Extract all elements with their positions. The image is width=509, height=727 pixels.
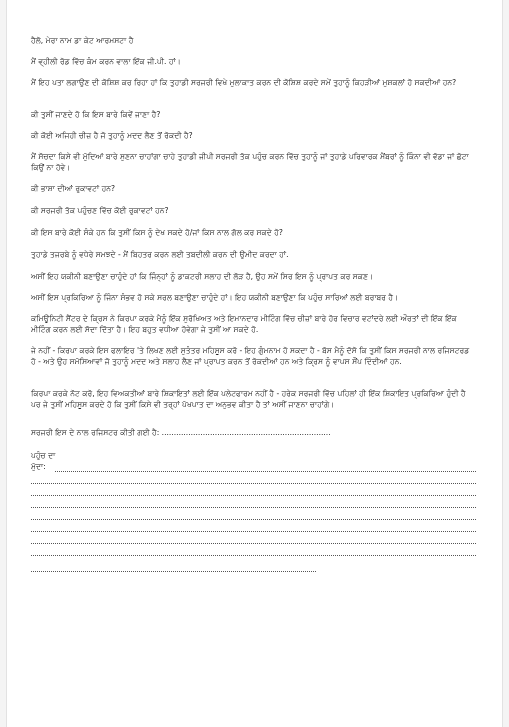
answer-line[interactable]	[31, 555, 476, 556]
answer-line[interactable]	[31, 507, 476, 508]
paragraph-community-meeting: ਕਮਿਊਨਿਟੀ ਸੈਂਟਰ ਦੇ ਕ੍ਰਿਸ ਨੇ ਕਿਰਪਾ ਕਰਕੇ ਮੈਨੂੰ ਇੱਕ ਸੁਰੱਖਿਅਤ ਅਤੇ ਇਮਾਨਦਾਰ ਮੀਟਿੰਗ ਵਿੱਚ ਚੀਜ਼ਾਂ ਬਾਰੇ ਹੋਰ ਵਿਚਾਰ ਵਟਾਂਦਰੇ ਲਈ ਔਰਤਾਂ ਦੀ ਇੱਕ ਇੱਕ ਮੀਟਿੰਗ ਕਰਨ ਲਈ ਸੱਦਾ ਦਿੱਤਾ ਹੈ। ਇਹ ਬਹੁਤ ਵਧੀਆ ਹੋਵੇਗਾ ਜੇ ਤੁਸੀਂ ਆ ਸਕਦੇ ਹੋ.	[31, 314, 457, 334]
paragraph-hear-issues: ਮੈਂ ਸੋਚਦਾ ਕਿਸੇ ਵੀ ਮੁੱਦਿਆਂ ਬਾਰੇ ਸੁਣਨਾ ਚਾਹਾਂਗਾ ਚਾਹੇ ਤੁਹਾਡੀ ਜੀਪੀ ਸਰਜਰੀ ਤੱਕ ਪਹੁੰਚ ਕਰਨ ਵਿੱਚ ਤੁਹਾਨੂੰ ਜਾਂ ਤੁਹਾਡੇ ਪਰਿਵਾਰਕ ਮੈਂਬਰਾਂ ਨੂੰ ਕਿੰਨਾ ਵੀ ਵੱਡਾ ਜਾਂ ਛੋਟਾ ਕਿਉਂ ਨਾ ਹੋਵੇ।	[31, 152, 469, 172]
paragraph-who-to-see: ਕੀ ਇਸ ਬਾਰੇ ਕੋਈ ਸੰਕੇ ਹਨ ਕਿ ਤੁਸੀਂ ਕਿਸ ਨੂੰ ਦੇਖ ਸਕਦੇ ਹੋ/ਜਾਂ ਕਿਸ ਨਾਲ ਗੱਲ ਕਰ ਸਕਦੇ ਹੋ?	[31, 228, 283, 237]
answer-line[interactable]	[55, 471, 476, 472]
paragraph-language: ਕੀ ਭਾਸ਼ਾ ਦੀਆਂ ਰੁਕਾਵਟਾਂ ਹਨ?	[31, 184, 116, 193]
answer-line[interactable]	[31, 571, 316, 572]
paragraph-question-barrier: ਕੀ ਕੋਈ ਅਜਿਹੀ ਚੀਜ਼ ਹੈ ਜੋ ਤੁਹਾਨੂੰ ਮਦਦ ਲੈਣ ਤੋਂ ਰੋਕਦੀ ਹੈ?	[31, 131, 193, 140]
paragraph-access-barriers: ਕੀ ਸਰਜਰੀ ਤੱਕ ਪਹੁੰਚਣ ਵਿੱਚ ਕੋਈ ਰੁਕਾਵਟਾਂ ਹਨ?	[31, 206, 169, 215]
answer-line[interactable]	[31, 531, 476, 532]
paragraph-flyer-feedback: ਜੇ ਨਹੀਂ - ਕਿਰਪਾ ਕਰਕੇ ਇਸ ਫਲਾਇਰ 'ਤੇ ਲਿਖਣ ਲਈ ਸੁਤੰਤਰ ਮਹਿਸੂਸ ਕਰੋ - ਇਹ ਗੁੰਮਨਾਮ ਹੋ ਸਕਦਾ ਹੈ - ਬੱਸ ਮੈਨੂੰ ਦੱਸੋ ਕਿ ਤੁਸੀਂ ਕਿਸ ਸਰਜਰੀ ਨਾਲ ਰਜਿਸਟਰਡ ਹੋ - ਅਤੇ ਉਹ ਸਮੱਸਿਆਵਾਂ ਜੋ ਤੁਹਾਨੂੰ ਮਦਦ ਅਤੇ ਸਲਾਹ ਲੈਣ ਜਾਂ ਪ੍ਰਾਪਤ ਕਰਨ ਤੋਂ ਰੋਕਦੀਆਂ ਹਨ ਅਤੇ ਕ੍ਰਿਸ ਨੂੰ ਵਾਪਸ ਸੌਂਪ ਦਿੰਦੀਆਂ ਹਨ.	[31, 346, 470, 366]
paragraph-intro: ਮੈਂ ਵ੍ਹੀਲੀ ਰੋਡ ਵਿੱਚ ਕੰਮ ਕਰਨ ਵਾਲਾ ਇੱਕ ਜੀ.ਪੀ. ਹਾਂ।	[31, 57, 181, 66]
document-page	[6, 0, 503, 727]
surgery-registration-line: ਸਰਜਰੀ ਇਸ ਦੇ ਨਾਲ ਰਜਿਸਟਰ ਕੀਤੀ ਗਈ ਹੈ: ......................................................................	[31, 428, 331, 437]
paragraph-question-know: ਕੀ ਤੁਸੀਂ ਜਾਣਦੇ ਹੋ ਕਿ ਇਸ ਬਾਰੇ ਕਿਵੇਂ ਜਾਣਾ ਹੈ?	[31, 110, 161, 119]
access-label: ਪਹੁੰਚ ਦਾ	[31, 451, 56, 460]
paragraph-note-complaints: ਕਿਰਪਾ ਕਰਕੇ ਨੋਟ ਕਰੋ, ਇਹ ਵਿਅਕਤੀਆਂ ਬਾਰੇ ਸ਼ਿਕਾਇਤਾਂ ਲਈ ਇੱਕ ਪਲੇਟਫਾਰਮ ਨਹੀਂ ਹੈ - ਹਰੇਕ ਸਰਜਰੀ ਵਿੱਚ ਪਹਿਲਾਂ ਹੀ ਇੱਕ ਸ਼ਿਕਾਇਤ ਪ੍ਰਕਿਰਿਆ ਹੁੰਦੀ ਹੈ ਪਰ ਜੇ ਤੁਸੀਂ ਮਹਿਸੂਸ ਕਰਦੇ ਹੋ ਕਿ ਤੁਸੀਂ ਕਿਸੇ ਵੀ ਤਰ੍ਹਾਂ ਪੱਖਪਾਤ ਦਾ ਅਨੁਭਵ ਕੀਤਾ ਹੈ ਤਾਂ ਅਸੀਂ ਜਾਣਨਾ ਚਾਹਾਂਗੇ।	[31, 389, 466, 409]
answer-line[interactable]	[31, 495, 476, 496]
answer-line[interactable]	[31, 543, 476, 544]
paragraph-greeting: ਹੈਲੋ, ਮੇਰਾ ਨਾਮ ਡਾ ਕੇਟ ਆਰਮਸਟਾ ਹੈ	[31, 36, 134, 45]
answer-line[interactable]	[31, 483, 476, 484]
answer-line[interactable]	[31, 519, 476, 520]
paragraph-timely-advice: ਅਸੀਂ ਇਹ ਯਕੀਨੀ ਬਣਾਉਣਾ ਚਾਹੁੰਦੇ ਹਾਂ ਕਿ ਜਿੰਨ੍ਹਾਂ ਨੂੰ ਡਾਕਟਰੀ ਸਲਾਹ ਦੀ ਲੋੜ ਹੈ, ਉਹ ਸਮੇਂ ਸਿਰ ਇਸ ਨੂੰ ਪ੍ਰਾਪਤ ਕਰ ਸਕਣ।	[31, 272, 374, 281]
issues-label: ਮੁੱਦਾ:	[31, 462, 46, 471]
paragraph-simple-process: ਅਸੀਂ ਇਸ ਪ੍ਰਕਿਰਿਆ ਨੂੰ ਜਿੰਨਾ ਸੰਭਵ ਹੋ ਸਕੇ ਸਰਲ ਬਣਾਉਣਾ ਚਾਹੁੰਦੇ ਹਾਂ। ਇਹ ਯਕੀਨੀ ਬਣਾਉਣਾ ਕਿ ਪਹੁੰਚ ਸਾਰਿਆਂ ਲਈ ਬਰਾਬਰ ਹੈ।	[31, 293, 399, 302]
paragraph-experience: ਤੁਹਾਡੇ ਤਜਰਬੇ ਨੂੰ ਵਧੇਰੇ ਸਮਝਦੇ - ਮੈਂ ਬਿਹਤਰ ਕਰਨ ਲਈ ਤਬਦੀਲੀ ਕਰਨ ਦੀ ਉਮੀਦ ਕਰਦਾ ਹਾਂ.	[31, 250, 289, 259]
paragraph-purpose: ਮੈਂ ਇਹ ਪਤਾ ਲਗਾਉਣ ਦੀ ਕੋਸ਼ਿਸ਼ ਕਰ ਰਿਹਾ ਹਾਂ ਕਿ ਤੁਹਾਡੀ ਸਰਜਰੀ ਵਿਖੇ ਮੁਲਾਕਾਤ ਕਰਨ ਦੀ ਕੋਸ਼ਿਸ਼ ਕਰਦੇ ਸਮੇਂ ਤੁਹਾਨੂੰ ਕਿਹੜੀਆਂ ਮੁਸ਼ਕਲਾਂ ਹੋ ਸਕਦੀਆਂ ਹਨ?	[31, 78, 457, 87]
